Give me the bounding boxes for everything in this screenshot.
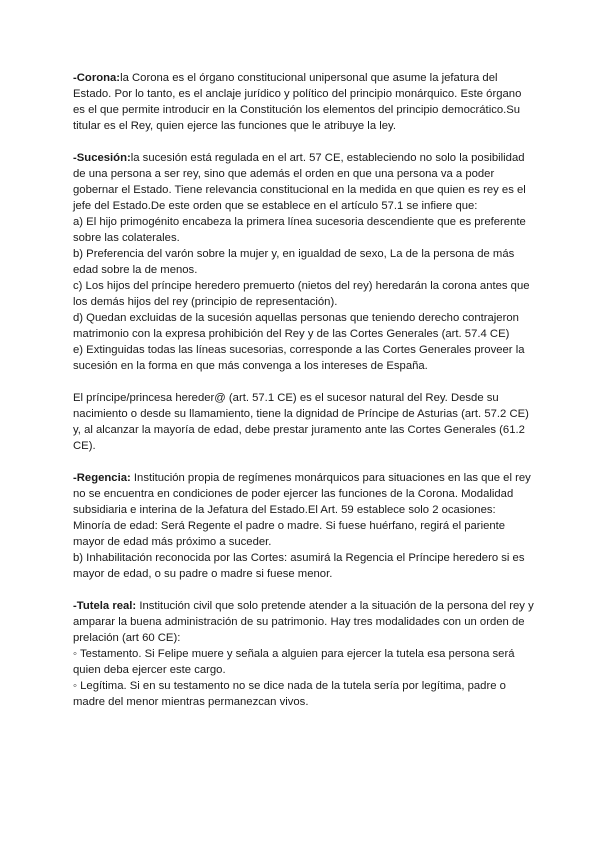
sucesion-text: la sucesión está regulada en el art. 57 CE, estableciendo no solo la posibilidad de una persona a ser rey, sino que además el orden en que una persona va a poder gobernar el Estado. Tiene relevancia constitucional en la medida en que quien es rey es el jefe del Estado.De este orden que se establece en el artículo 57.1 se infiere que:: [73, 152, 526, 212]
corona-text: la Corona es el órgano constitucional unipersonal que asume la jefatura del Estado. Por lo tanto, es el anclaje jurídico y político del principio monárquico. Este órgano es el que permite introducir en la Constitución los elementos del principio democrático.Su titular es el Rey, quien ejerce las funciones que le atribuye la ley.: [73, 72, 522, 132]
document-page: [73, 70, 535, 710]
corona-paragraph: [73, 70, 535, 134]
tutela-text: Institución civil que solo pretende atender a la situación de la persona del rey y amparar la buena administración de su patrimonio. Hay tres modalidades con un orden de prelación (art 60 CE):: [73, 600, 534, 644]
sucesion-item-a: a) El hijo primogénito encabeza la primera línea sucesoria descendiente que es preferente sobre las colaterales.: [73, 216, 526, 244]
tutela-item-legitima: ◦ Legítima. Si en su testamento no se dice nada de la tutela sería por legítima, padre o madre del menor mientras permanezcan vivos.: [73, 680, 506, 708]
sucesion-term: -Sucesión:: [73, 152, 131, 164]
regencia-paragraph: [73, 470, 535, 518]
sucesion-item-b: b) Preferencia del varón sobre la mujer y, en igualdad de sexo, La de la persona de más edad sobre la de menos.: [73, 248, 515, 276]
tutela-item-testamento: ◦ Testamento. Si Felipe muere y señala a alguien para ejercer la tutela esa persona será quien deba ejercer este cargo.: [73, 648, 515, 676]
corona-term: -Corona:: [73, 72, 121, 84]
regencia-text: Institución propia de regímenes monárquicos para situaciones en las que el rey no se encuentra en condiciones de poder ejercer las funciones de la Corona. Modalidad subsidiaria e interina de la Jefatura del Estado.El Art. 59 establece solo 2 ocasiones:: [73, 472, 531, 516]
sucesion-item-c: c) Los hijos del príncipe heredero premuerto (nietos del rey) heredarán la corona antes que los demás hijos del rey (principio de representación).: [73, 280, 530, 308]
regencia-item-minoria: Minoría de edad: Será Regente el padre o madre. Si fuese huérfano, regirá el pariente mayor de edad más próximo a suceder.: [73, 520, 506, 548]
section-sucesion: [73, 150, 535, 374]
section-tutela: [73, 598, 535, 710]
sucesion-item-e: e) Extinguidas todas las líneas sucesorias, corresponde a las Cortes Generales proveer la sucesión en la forma en que más convenga a los intereses de España.: [73, 344, 525, 372]
tutela-paragraph: [73, 598, 535, 646]
sucesion-paragraph: [73, 150, 535, 214]
section-corona: [73, 70, 535, 134]
regencia-term: -Regencia:: [73, 472, 131, 484]
section-regencia: [73, 470, 535, 582]
principe-paragraph: El príncipe/princesa hereder@ (art. 57.1 CE) es el sucesor natural del Rey. Desde su nacimiento o desde su llamamiento, tiene la dignidad de Príncipe de Asturias (art. 57.2 CE) y, al alcanzar la mayoría de edad, debe prestar juramento ante las Cortes Generales (61.2 CE).: [73, 392, 529, 452]
sucesion-item-d: d) Quedan excluidas de la sucesión aquellas personas que teniendo derecho contrajeron matrimonio con la expresa prohibición del Rey y de las Cortes Generales (art. 57.4 CE): [73, 312, 519, 340]
section-principe: [73, 390, 535, 454]
tutela-term: -Tutela real:: [73, 600, 137, 612]
regencia-item-b: b) Inhabilitación reconocida por las Cortes: asumirá la Regencia el Príncipe heredero si es mayor de edad, o su padre o madre si fuese menor.: [73, 552, 525, 580]
